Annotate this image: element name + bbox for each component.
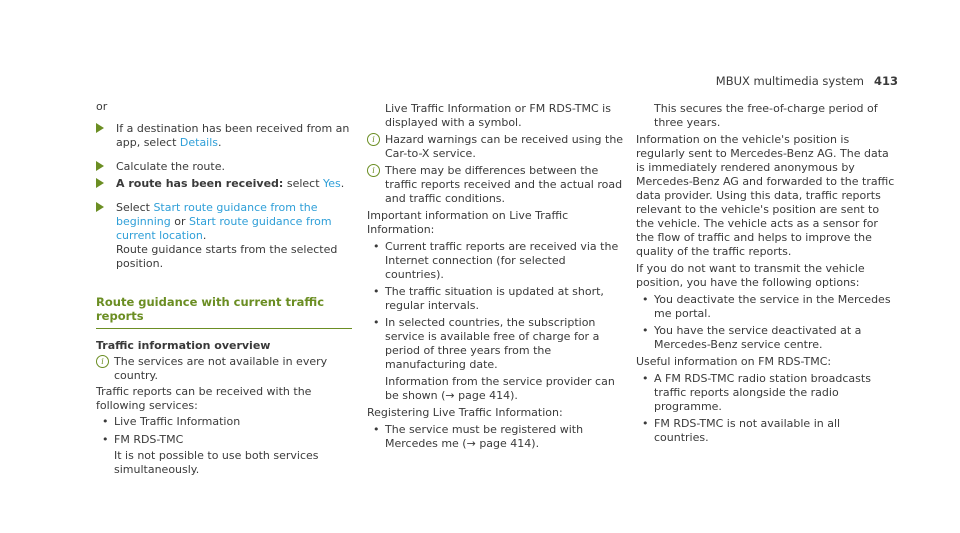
info-icon: i	[367, 133, 380, 146]
info-icon: i	[96, 355, 109, 368]
note-text: There may be differences between the traffic reports received and the actual road and traffic conditions.	[385, 164, 623, 205]
section-title: Route guidance with current traffic reports	[96, 295, 352, 329]
bullet-icon: •	[373, 240, 380, 253]
bullet-icon: •	[642, 417, 649, 430]
paragraph: Information on the vehicle's position is regularly sent to Mercedes-Benz AG. The data is immediately rendered anonymous by Mercedes-Benz AG and forwarded to the traffic data provider. Using this data, traffic reports relevant to the vehicle's position are sent to the vehicle. The vehicle acts as a sensor for the flow of traffic and helps to improve the quality of the traffic reports.	[636, 133, 895, 258]
bullet-icon: •	[642, 324, 649, 337]
note-text: The services are not available in every country.	[114, 355, 328, 382]
list-item	[96, 433, 352, 447]
column-3	[636, 102, 898, 445]
step-text: Calculate the route.	[116, 160, 225, 173]
list-item-text: Live Traffic Information	[114, 415, 241, 428]
step-item	[96, 160, 352, 174]
paragraph: Useful information on FM RDS-TMC:	[636, 355, 832, 368]
step-arrow-icon	[96, 202, 104, 212]
step-result-text: Route guidance starts from the selected position.	[116, 243, 338, 270]
yes-link[interactable]: Yes	[323, 177, 341, 190]
info-icon: i	[367, 164, 380, 177]
step-text-mid: or	[170, 215, 189, 228]
list-item	[367, 423, 625, 451]
step-text: Select	[116, 201, 154, 214]
continued-text: Live Traffic Information or FM RDS-TMC is displayed with a symbol.	[385, 102, 611, 129]
list-item-text: A FM RDS-TMC radio station broadcasts traffic reports alongside the radio programme.	[654, 372, 871, 413]
list-item-text: Current traffic reports are received via the Internet connection (for selected countries).	[385, 240, 619, 281]
step-text: If a destination has been received from an app, select	[116, 122, 350, 149]
step-text-end: .	[340, 177, 345, 190]
list-item-text: You deactivate the service in the Mercedes me portal.	[654, 293, 891, 320]
list-item	[367, 285, 625, 313]
step-text-end: .	[202, 229, 207, 242]
details-link[interactable]: Details	[179, 136, 219, 149]
list-item-detail: It is not possible to use both services simultaneously.	[114, 449, 319, 476]
note-text: Hazard warnings can be received using the Car-to-X service.	[385, 133, 624, 160]
step-text-end: .	[218, 136, 222, 149]
list-item	[636, 417, 898, 445]
or-text: or	[96, 100, 108, 113]
page-number: 413	[873, 74, 898, 88]
list-item	[96, 415, 352, 429]
step-text: select	[283, 177, 324, 190]
note	[367, 164, 625, 206]
step-arrow-icon	[96, 123, 104, 133]
header-title: MBUX multimedia system	[715, 74, 864, 88]
continued-text: This secures the free-of-charge period of three years.	[654, 102, 878, 129]
bullet-icon: •	[373, 316, 380, 329]
list-item	[636, 293, 898, 321]
list-item-detail: Information from the service provider can be shown (→ page 414).	[385, 375, 615, 402]
list-item	[367, 240, 625, 282]
bullet-icon: •	[642, 372, 649, 385]
step-arrow-icon	[96, 161, 104, 171]
step-arrow-icon	[96, 178, 104, 188]
step-bold-text: A route has been received:	[116, 177, 284, 190]
note	[367, 133, 625, 161]
list-item	[367, 316, 625, 372]
bullet-icon: •	[102, 433, 109, 446]
list-item-text: The traffic situation is updated at short, regular intervals.	[385, 285, 604, 312]
start-from-current-location-link[interactable]: Start route guidance from current location	[116, 215, 332, 242]
paragraph: Registering Live Traffic Information:	[367, 406, 563, 419]
list-item-text: In selected countries, the subscription service is available free of charge for a period of three years from the manufacturing date.	[385, 316, 600, 371]
list-item-text: FM RDS-TMC is not available in all countries.	[654, 417, 841, 444]
list-item	[636, 372, 898, 414]
note	[96, 355, 352, 383]
column-2	[367, 102, 625, 451]
step-item	[96, 122, 352, 150]
bullet-icon: •	[373, 423, 380, 436]
list-item-text: FM RDS-TMC	[114, 433, 184, 446]
step-item	[96, 177, 352, 191]
list-item	[636, 324, 898, 352]
bullet-icon: •	[642, 293, 649, 306]
step-item	[96, 201, 352, 271]
column-1	[96, 100, 352, 477]
list-item-text: The service must be registered with Mercedes me (→ page 414).	[385, 423, 584, 450]
paragraph: If you do not want to transmit the vehicle position, you have the following options:	[636, 262, 865, 289]
bullet-icon: •	[373, 285, 380, 298]
page-header	[716, 74, 898, 88]
start-from-beginning-link[interactable]: Start route guidance from the beginning	[116, 201, 318, 228]
list-item-text: You have the service deactivated at a Mercedes-Benz service centre.	[654, 324, 862, 351]
paragraph: Important information on Live Traffic Information:	[367, 209, 569, 236]
sub-title: Traffic information overview	[96, 339, 271, 352]
paragraph: Traffic reports can be received with the following services:	[96, 385, 312, 412]
bullet-icon: •	[102, 415, 109, 428]
